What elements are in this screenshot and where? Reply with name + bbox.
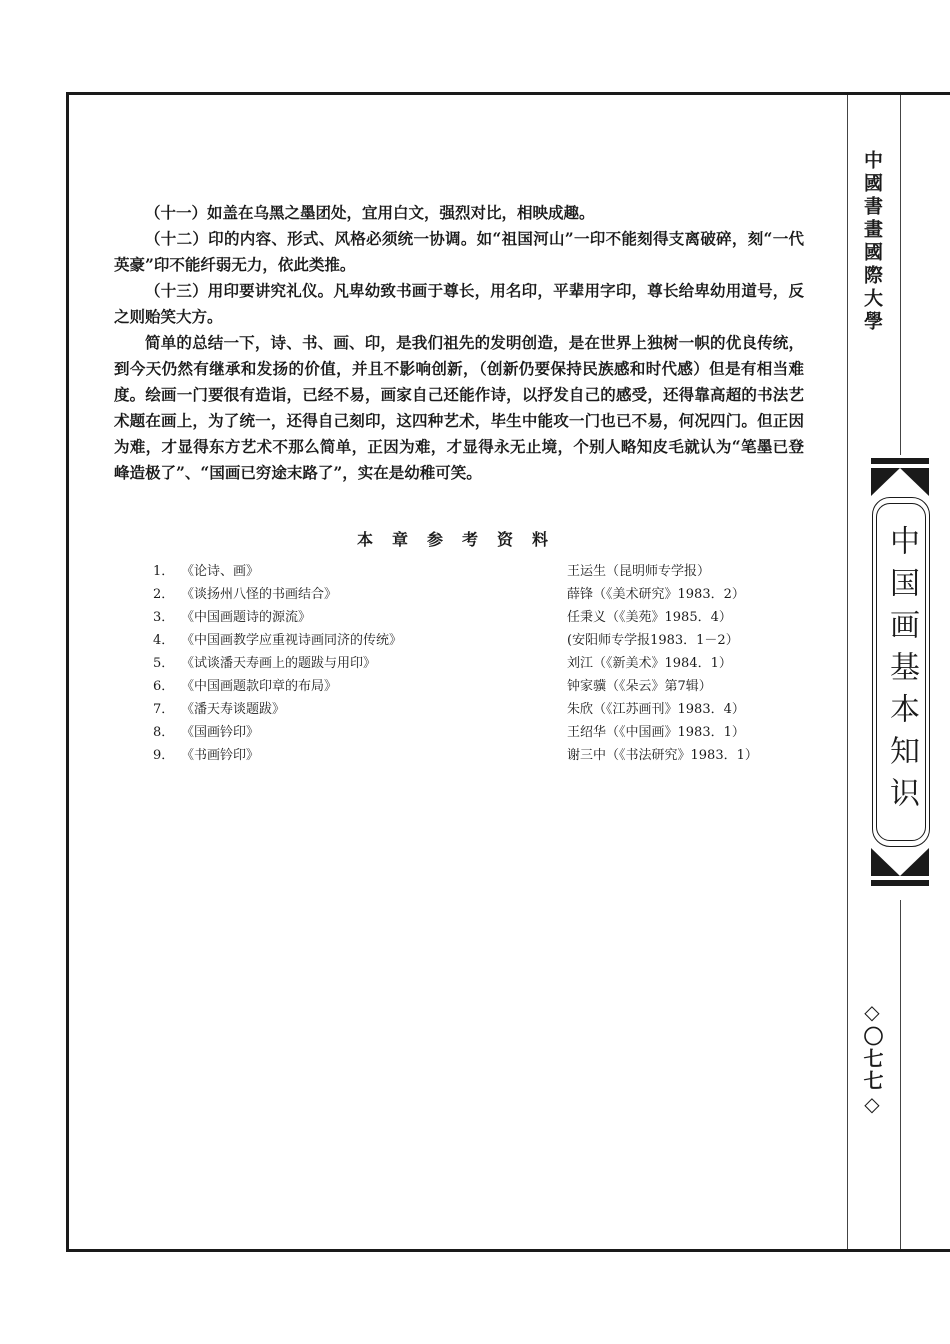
sidebar-rule-inner-top [900,95,901,455]
reference-number: 7． [153,702,175,717]
reference-author: 钟家骥（《朵云》第7辑） [567,679,712,694]
reference-author: (安阳师专学报1983．1－2） [567,633,739,648]
reference-author: 王运生（昆明师专学报） [567,564,711,579]
reference-title: 《中国画教学应重视诗画同济的传统》 [181,633,403,648]
badge-top-ornament [871,468,929,496]
reference-number: 5． [153,656,175,671]
book-title: 中国画基本知识 [884,525,919,819]
reference-title: 《论诗、画》 [181,564,260,579]
frame-bottom-border [66,1249,950,1252]
page-number: ◇〇七七◇ [860,1000,884,1118]
references-heading: 本章参考资料 [357,530,568,549]
reference-number: 4． [153,633,175,648]
reference-number: 6． [153,679,175,694]
paragraph: （十三）用印要讲究礼仪。凡卑幼致书画于尊长，用名印，平辈用字印，尊长给卑幼用道号，反之则贻笑大方。 [114,281,804,326]
body-text [114,200,804,486]
reference-author: 薛锋（《美术研究》1983．2） [567,587,745,602]
reference-author: 刘江（《新美术》1984．1） [567,656,732,671]
paragraph: （十一）如盖在乌黑之墨团处，宜用白文，强烈对比，相映成趣。 [145,203,595,222]
badge-bottom-ornament [871,848,929,876]
frame-left-border [66,92,69,1252]
sidebar-rule-inner-bottom [900,900,901,1249]
reference-title: 《潘天寿谈题跋》 [181,702,286,717]
reference-title: 《国画钤印》 [181,725,260,740]
reference-author: 朱欣（《江苏画刊》1983．4） [567,702,745,717]
paragraph: （十二）印的内容、形式、风格必须统一协调。如“祖国河山”一印不能刻得支离破碎，刻“一代英豪”印不能纤弱无力，依此类推。 [114,229,804,274]
reference-number: 3． [153,610,175,625]
reference-title: 《书画钤印》 [181,748,260,763]
badge-bottom-bar [871,880,929,886]
reference-number: 9． [153,748,175,763]
frame-top-border [66,92,950,95]
reference-author: 王绍华（《中国画》1983．1） [567,725,745,740]
reference-title: 《中国画题款印章的布局》 [181,679,338,694]
badge-top-bar [871,458,929,464]
reference-title: 《试谈潘天寿画上的题跋与用印》 [181,656,377,671]
publisher-name: 中國書畫國際大學 [861,150,883,334]
reference-title: 《谈扬州八怪的书画结合》 [181,587,338,602]
sidebar-rule [847,95,848,1249]
reference-title: 《中国画题诗的源流》 [181,610,312,625]
reference-author: 任秉义（《美苑》1985．4） [567,610,732,625]
reference-author: 谢三中（《书法研究》1983．1） [567,748,758,763]
reference-number: 8． [153,725,175,740]
reference-number: 2． [153,587,175,602]
paragraph: 简单的总结一下，诗、书、画、印，是我们祖先的发明创造，是在世界上独树一帜的优良传统，到今天仍然有继承和发扬的价值，并且不影响创新，（创新仍要保持民族感和时代感）但是有相当难度。绘画一门要很有造诣，已经不易，画家自己还能作诗，以抒发自己的感受，还得靠高超的书法艺术题在画上，为了统一，还得自己刻印，这四种艺术，毕生中能攻一门也已不易，何况四门。但正因为难，才显得东方艺术不那么简单，正因为难，才显得永无止境，个别人略知皮毛就认为“笔墨已登峰造极了”、“国画已穷途末路了”，实在是幼稚可笑。 [114,333,804,482]
reference-number: 1． [153,564,175,579]
